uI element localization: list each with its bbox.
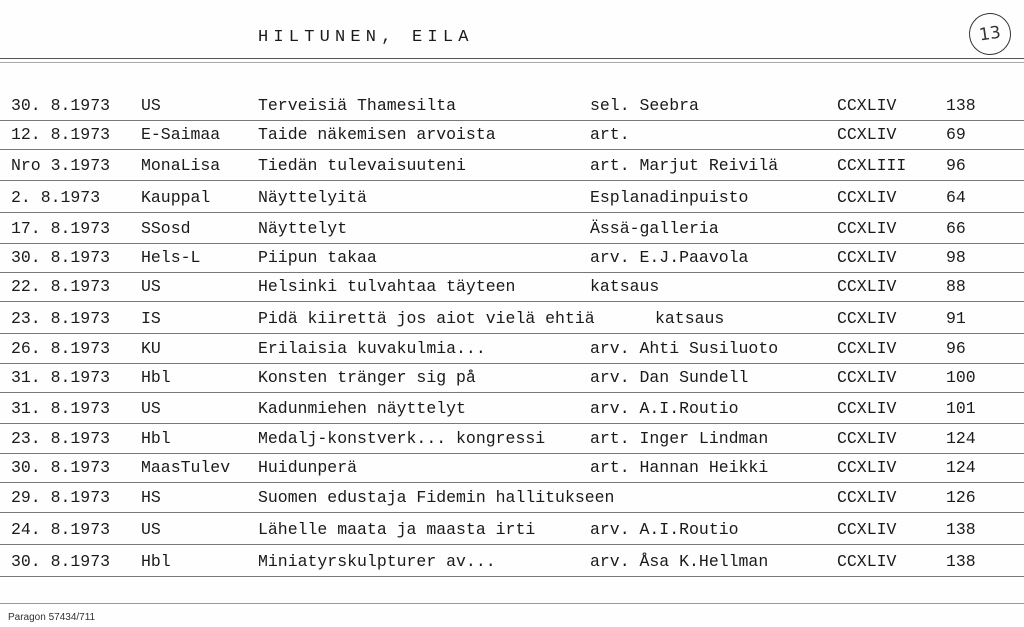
entry-date: 17. 8.1973 bbox=[11, 219, 111, 238]
card-printer-mark: Paragon 57434/711 bbox=[8, 612, 96, 623]
entry-volume: CCXLIV bbox=[837, 309, 897, 328]
entry-page: 138 bbox=[946, 96, 976, 115]
card-number-stamp: 13 bbox=[966, 10, 1013, 57]
card-title: HILTUNEN, EILA bbox=[258, 28, 474, 47]
entry-source: US bbox=[141, 277, 161, 296]
header-divider-secondary bbox=[0, 62, 1024, 63]
entry-page: 64 bbox=[946, 188, 966, 207]
entry-row bbox=[0, 453, 1024, 483]
entry-row bbox=[0, 483, 1024, 513]
entry-title: Tiedän tulevaisuuteni bbox=[258, 156, 466, 175]
entry-volume: CCXLIV bbox=[837, 188, 897, 207]
entry-title: Terveisiä Thamesilta bbox=[258, 96, 457, 115]
entry-volume: CCXLIV bbox=[837, 458, 897, 477]
entry-page: 91 bbox=[946, 309, 966, 328]
entry-source: Hels-L bbox=[141, 248, 201, 267]
entry-note: art. Marjut Reivilä bbox=[590, 156, 779, 175]
entry-date: 30. 8.1973 bbox=[11, 458, 111, 477]
entry-page: 124 bbox=[946, 429, 976, 448]
row-divider bbox=[0, 212, 1024, 213]
row-divider bbox=[0, 301, 1024, 302]
entry-note: art. bbox=[590, 125, 630, 144]
entry-row bbox=[0, 183, 1024, 213]
entry-note: arv. A.I.Routio bbox=[590, 520, 739, 539]
row-divider bbox=[0, 392, 1024, 393]
row-divider bbox=[0, 149, 1024, 150]
entry-source: E-Saimaa bbox=[141, 125, 221, 144]
entry-page: 138 bbox=[946, 552, 976, 571]
entry-volume: CCXLIII bbox=[837, 156, 907, 175]
entry-note: katsaus bbox=[655, 309, 725, 328]
entry-note: arv. Dan Sundell bbox=[590, 368, 749, 387]
entry-date: 30. 8.1973 bbox=[11, 96, 111, 115]
entry-page: 88 bbox=[946, 277, 966, 296]
entry-row bbox=[0, 151, 1024, 181]
entry-title: Erilaisia kuvakulmia... bbox=[258, 339, 486, 358]
entry-row bbox=[0, 515, 1024, 545]
entry-source: MonaLisa bbox=[141, 156, 221, 175]
entry-note: Esplanadinpuisto bbox=[590, 188, 749, 207]
entry-source: IS bbox=[141, 309, 161, 328]
entry-date: 30. 8.1973 bbox=[11, 248, 111, 267]
entry-title: Helsinki tulvahtaa täyteen bbox=[258, 277, 516, 296]
entry-page: 96 bbox=[946, 339, 966, 358]
entry-note: arv. Ahti Susiluoto bbox=[590, 339, 779, 358]
entry-title: Huidunperä bbox=[258, 458, 358, 477]
entry-volume: CCXLIV bbox=[837, 96, 897, 115]
entry-row bbox=[0, 547, 1024, 577]
entry-source: HS bbox=[141, 488, 161, 507]
entry-title: Piipun takaa bbox=[258, 248, 377, 267]
entry-source: US bbox=[141, 96, 161, 115]
entry-page: 66 bbox=[946, 219, 966, 238]
entry-row bbox=[0, 120, 1024, 150]
bottom-divider bbox=[0, 603, 1024, 604]
entry-date: 2. 8.1973 bbox=[11, 188, 101, 207]
entry-volume: CCXLIV bbox=[837, 277, 897, 296]
entry-title: Suomen edustaja Fidemin hallitukseen bbox=[258, 488, 615, 507]
entry-date: 23. 8.1973 bbox=[11, 309, 111, 328]
entry-date: Nro 3.1973 bbox=[11, 156, 111, 175]
entry-source: KU bbox=[141, 339, 161, 358]
entry-title: Näyttelyitä bbox=[258, 188, 367, 207]
entry-page: 138 bbox=[946, 520, 976, 539]
entry-page: 69 bbox=[946, 125, 966, 144]
entry-note: arv. E.J.Paavola bbox=[590, 248, 749, 267]
entry-volume: CCXLIV bbox=[837, 429, 897, 448]
entry-title: Medalj-konstverk... kongressi bbox=[258, 429, 546, 448]
row-divider bbox=[0, 512, 1024, 513]
entry-volume: CCXLIV bbox=[837, 488, 897, 507]
entry-row bbox=[0, 214, 1024, 244]
entry-note: sel. Seebra bbox=[590, 96, 699, 115]
entry-volume: CCXLIV bbox=[837, 368, 897, 387]
entry-page: 124 bbox=[946, 458, 976, 477]
entry-row bbox=[0, 363, 1024, 393]
entry-date: 22. 8.1973 bbox=[11, 277, 111, 296]
entry-date: 24. 8.1973 bbox=[11, 520, 111, 539]
entry-date: 31. 8.1973 bbox=[11, 399, 111, 418]
entry-volume: CCXLIV bbox=[837, 125, 897, 144]
entry-date: 30. 8.1973 bbox=[11, 552, 111, 571]
entry-volume: CCXLIV bbox=[837, 339, 897, 358]
entry-date: 31. 8.1973 bbox=[11, 368, 111, 387]
entry-row bbox=[0, 304, 1024, 334]
entry-note: art. Hannan Heikki bbox=[590, 458, 769, 477]
entry-row bbox=[0, 334, 1024, 364]
entry-row bbox=[0, 272, 1024, 302]
entry-title: Lähelle maata ja maasta irti bbox=[258, 520, 536, 539]
entry-title: Kadunmiehen näyttelyt bbox=[258, 399, 466, 418]
entry-volume: CCXLIV bbox=[837, 552, 897, 571]
entry-row bbox=[0, 91, 1024, 121]
entry-page: 100 bbox=[946, 368, 976, 387]
entry-page: 96 bbox=[946, 156, 966, 175]
entry-title: Miniatyrskulpturer av... bbox=[258, 552, 496, 571]
row-divider bbox=[0, 544, 1024, 545]
entry-row bbox=[0, 394, 1024, 424]
entry-page: 98 bbox=[946, 248, 966, 267]
header-divider bbox=[0, 58, 1024, 59]
entry-volume: CCXLIV bbox=[837, 219, 897, 238]
entry-source: SSosd bbox=[141, 219, 191, 238]
entry-source: Hbl bbox=[141, 552, 171, 571]
entry-row bbox=[0, 424, 1024, 454]
entry-date: 29. 8.1973 bbox=[11, 488, 111, 507]
entry-source: MaasTulev bbox=[141, 458, 231, 477]
entry-note: art. Inger Lindman bbox=[590, 429, 769, 448]
entry-source: Hbl bbox=[141, 368, 171, 387]
entry-title: Taide näkemisen arvoista bbox=[258, 125, 496, 144]
entry-note: arv. A.I.Routio bbox=[590, 399, 739, 418]
entry-date: 12. 8.1973 bbox=[11, 125, 111, 144]
entry-title: Konsten tränger sig på bbox=[258, 368, 476, 387]
row-divider bbox=[0, 576, 1024, 577]
entry-source: Hbl bbox=[141, 429, 171, 448]
entry-date: 23. 8.1973 bbox=[11, 429, 111, 448]
entry-title: Pidä kiirettä jos aiot vielä ehtiä bbox=[258, 309, 595, 328]
row-divider bbox=[0, 180, 1024, 181]
entry-page: 126 bbox=[946, 488, 976, 507]
entry-title: Näyttelyt bbox=[258, 219, 348, 238]
entry-note: arv. Åsa K.Hellman bbox=[590, 552, 769, 571]
entry-source: Kauppal bbox=[141, 188, 211, 207]
entry-date: 26. 8.1973 bbox=[11, 339, 111, 358]
entry-volume: CCXLIV bbox=[837, 248, 897, 267]
entry-volume: CCXLIV bbox=[837, 520, 897, 539]
entry-source: US bbox=[141, 520, 161, 539]
entry-page: 101 bbox=[946, 399, 976, 418]
entry-row bbox=[0, 243, 1024, 273]
entry-note: Ässä-galleria bbox=[590, 219, 719, 238]
entry-source: US bbox=[141, 399, 161, 418]
entry-volume: CCXLIV bbox=[837, 399, 897, 418]
entry-note: katsaus bbox=[590, 277, 660, 296]
